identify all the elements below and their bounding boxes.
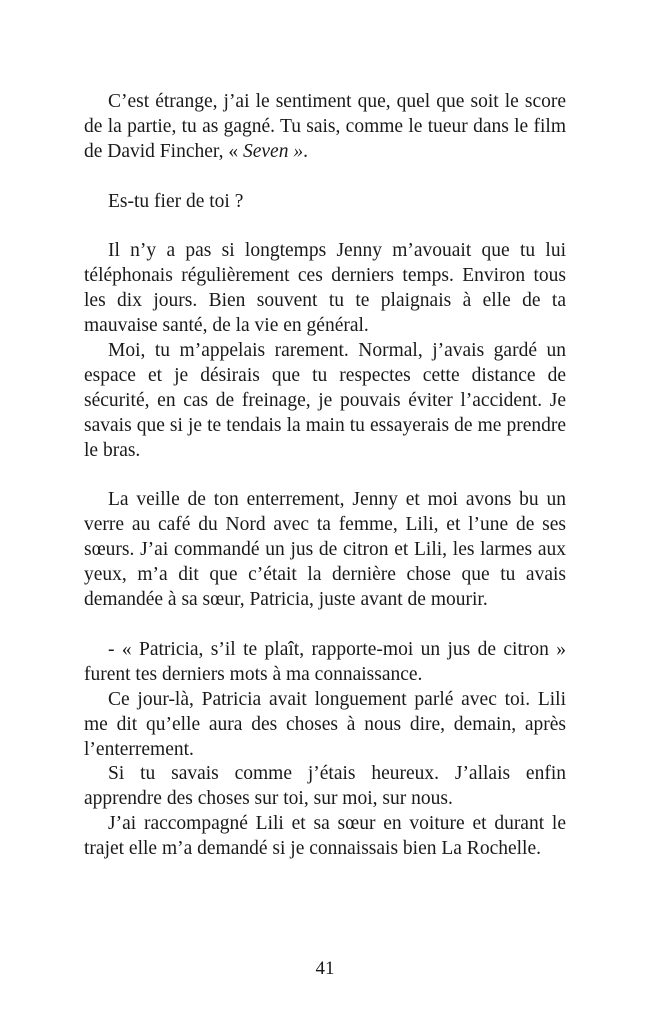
paragraph-4: Moi, tu m’appelais rarement. Normal, j’avais gardé un espace et je désirais que tu respectes cette distance de sécurité, en cas de freinage, je pouvais éviter l’accident. Je savais que si je te tendais la main tu essayerais de me prendre le bras. bbox=[84, 340, 566, 461]
paragraph-3: Il n’y a pas si longtemps Jenny m’avouait que tu lui téléphonais régulièrement ces derniers temps. Environ tous les dix jours. Bien souvent tu te plaignais à elle de ta mauvaise santé, de la vie en général. bbox=[84, 240, 566, 337]
paragraph-8: Si tu savais comme j’étais heureux. J’allais enfin apprendre des choses sur toi, sur moi, sur nous. bbox=[84, 763, 566, 810]
paragraph-6: - « Patricia, s’il te plaît, rapporte-moi un jus de citron » furent tes derniers mots à ma connaissance. bbox=[84, 638, 566, 685]
paragraph-1-text: C’est étrange, j’ai le sentiment que, quel que soit le score de la partie, tu as gagné. Tu sais, comme le tueur dans le film de David Fincher, « bbox=[84, 91, 566, 162]
paragraph-9: J’ai raccompagné Lili et sa sœur en voiture et durant le trajet elle m’a demandé si je connaissais bien La Rochelle. bbox=[84, 813, 566, 860]
paragraph-1 bbox=[84, 90, 566, 165]
paragraph-2: Es-tu fier de toi ? bbox=[108, 190, 244, 212]
paragraph-5: La veille de ton enterrement, Jenny et moi avons bu un verre au café du Nord avec ta femme, Lili, et l’une de ses sœurs. J’ai commandé un jus de citron et Lili, les larmes aux yeux, m’a dit que c’était la dernière chose que tu avais demandée à sa sœur, Patricia, juste avant de mourir. bbox=[84, 489, 566, 611]
page-number: 41 bbox=[315, 958, 335, 979]
paragraph-7: Ce jour-là, Patricia avait longuement parlé avec toi. Lili me dit qu’elle aura des choses à nous dire, demain, après l’enterrement. bbox=[84, 688, 566, 760]
page-body bbox=[84, 90, 566, 862]
film-title: Seven » bbox=[242, 140, 304, 162]
paragraph-1-end: . bbox=[303, 140, 308, 162]
